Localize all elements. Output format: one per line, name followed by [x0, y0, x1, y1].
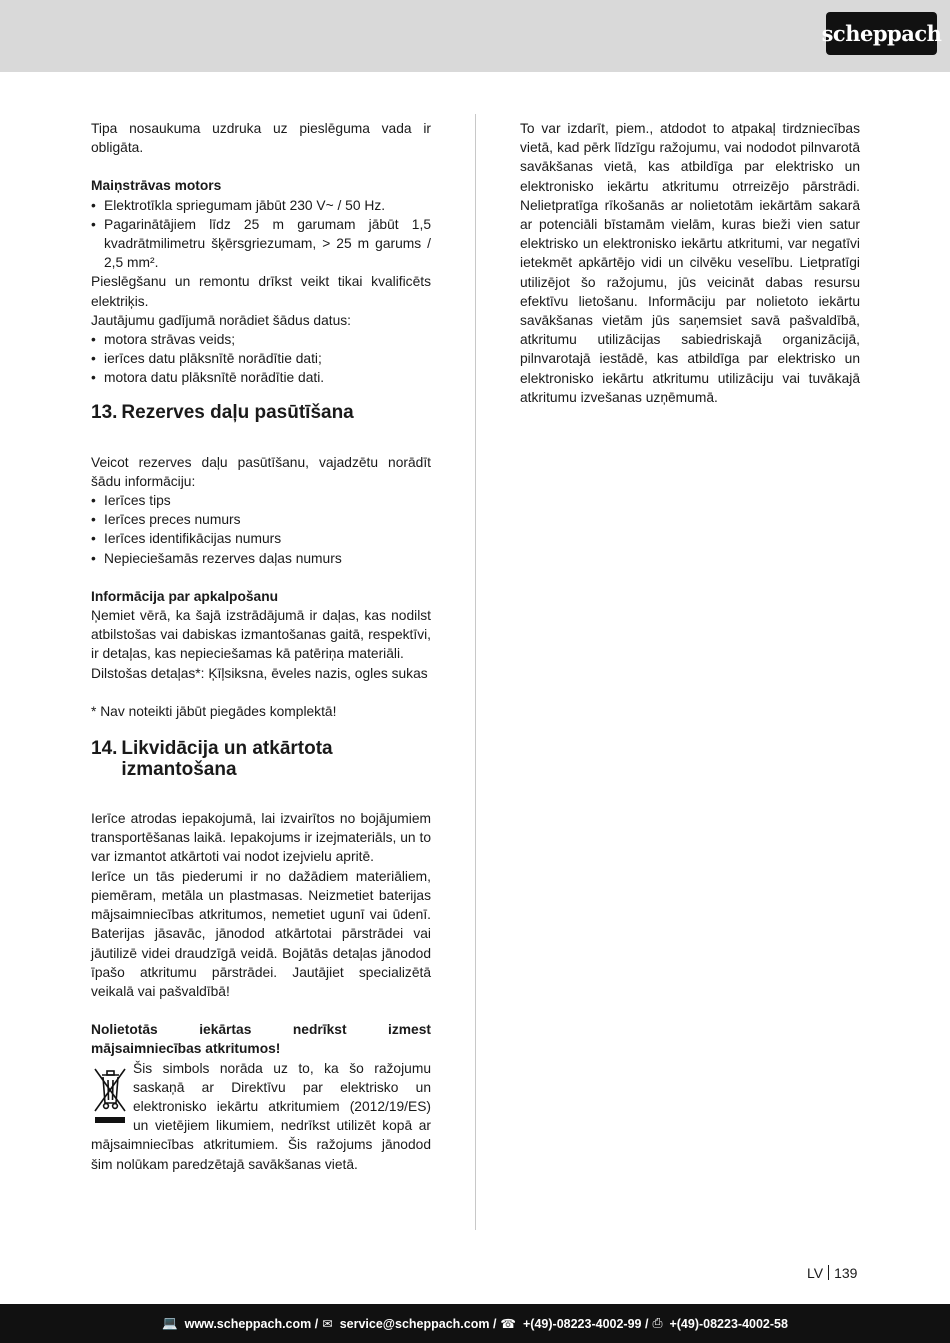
paragraph-questions: Jautājumu gadījumā norādiet šādus datus: [91, 312, 352, 328]
paragraph-packaging: Ierīce atrodas iepakojumā, lai izvairītos no bojājumiem transportēšanas laikā. Iepakojums ir izejmateriāls, un to var izmantot atkārtoti vai nodot izejvielu apritē. [91, 811, 431, 865]
section-number: 14. [91, 738, 118, 760]
computer-icon: 💻 [162, 1316, 178, 1330]
footer-fax: +(49)-08223-4002-58 [669, 1316, 788, 1331]
footer-bar [0, 1304, 950, 1343]
list-item: • motora datu plāksnītē norādītie dati. [91, 368, 431, 387]
right-column [520, 119, 860, 407]
section-14-heading [91, 738, 431, 780]
weee-heading: Nolietotās iekārtas nedrīkst izmest mājsaimniecības atkritumos! [91, 1022, 431, 1057]
paragraph-service: Ņemiet vērā, ka šajā izstrādājumā ir daļas, kas nodilst atbilstošas vai dabiskas izmantošanas gaitā, respektīvi, ir detaļas, kas nepieciešamas kā patēriņa materiāli. [91, 608, 431, 662]
page-number [807, 1265, 857, 1281]
section-title: Rezerves daļu pasūtīšana [121, 401, 354, 423]
mail-icon: ✉ [322, 1317, 333, 1331]
paragraph-return: To var izdarīt, piem., atdodot to atpakaļ tirdzniecības vietā, kad pērk līdzīgu ražojumu, vai nododot pilnvarotā savākšanas vietā, kas atbildīga par elektrisko un elektronisko iekārtu atkritumu otrreizējo pārstrādi. Nelietpratīga rīkošanās ar nolietotām iekārtām sakarā ar potenciāli bīstamām vielām, kuras bieži vien satur elektrisko un elektronisko iekārtu atkritumi, var negatīvi ietekmēt apkārtējo vidi un cilvēku veselību. Lietpratīgi utilizējot šo ražojumu, jūs veicināt dabas resursu efektīvu lietošanu. Informāciju par nolietoto iekārtu savākšanas vietām jūs saņemsiet savā pašvaldībā, atkritumu utilizācijas sabiedriskajā organizācijā, pilnvarotajā iestādē, kas atbildīga par elektrisko un elektronisko iekārtu atkritumu utilizāciju vai tuvākajā atkritumu izvešanas uzņēmumā. [520, 121, 860, 405]
section-title: Likvidācija un atkārtota izmantošana [121, 738, 333, 781]
header-bar [0, 0, 950, 72]
list-item: • motora strāvas veids; [91, 330, 431, 349]
paragraph-materials: Ierīce un tās piederumi ir no dažādiem materiāliem, piemēram, metāla un plastmasas. Neizmetiet baterijas mājsaimniecības atkritumos, nemetiet ugunī vai ūdenī. Baterijas jāsavāc, jānodod atkārtotai pārstrādei vai jāutilizē videi draudzīgā veidā. Bojātās detaļas jānodod īpašo atkritumu pārstrādei. Jautājiet specializētā veikalā vai pašvaldībā! [91, 868, 431, 999]
delivery-note: * Nav noteikti jābūt piegādes komplektā! [91, 703, 337, 719]
language-code: LV [807, 1265, 824, 1281]
footer-email[interactable]: service@scheppach.com / [339, 1316, 497, 1331]
service-heading: Informācija par apkalpošanu [91, 588, 279, 604]
list-item: • Elektrotīkla spriegumam jābūt 230 V~ / 50 Hz. [91, 196, 431, 215]
ac-motor-list [91, 196, 431, 273]
page-number-value: 139 [834, 1265, 858, 1281]
crossed-bin-icon [91, 1063, 127, 1127]
list-item: • Nepieciešamās rezerves daļas numurs [91, 549, 431, 568]
paragraph-qualified: Pieslēgšanu un remontu drīkst veikt tikai kvalificēts elektriķis. [91, 274, 431, 309]
footer-phone: +(49)-08223-4002-99 / [523, 1316, 649, 1331]
brand-logo: scheppach [826, 12, 937, 55]
section-number: 13. [91, 401, 118, 423]
footer-website[interactable]: www.scheppach.com / [184, 1316, 319, 1331]
paragraph-intro: Tipa nosaukuma uzdruka uz pieslēguma vada ir obligāta. [91, 121, 431, 156]
order-list [91, 491, 431, 568]
list-item: • Ierīces tips [91, 491, 431, 510]
paragraph-order: Veicot rezerves daļu pasūtīšanu, vajadzētu norādīt šādu informāciju: [91, 454, 431, 489]
fax-icon: ⎙ [652, 1316, 663, 1330]
list-item: • ierīces datu plāksnītē norādītie dati; [91, 349, 431, 368]
phone-icon: ☎ [500, 1317, 516, 1331]
questions-list [91, 330, 431, 388]
paragraph-weee: Šis simbols norāda uz to, ka šo ražojumu saskaņā ar Direktīvu par elektrisko un elektronisko iekārtu atkritumiem (2012/19/ES) un vietējiem likumiem, nedrīkst utilizēt kopā ar mājsaimniecības atkritumiem. Šis ražojums jānodod šim nolūkam paredzētajā savākšanas vietā. [91, 1060, 431, 1172]
list-item: • Ierīces preces numurs [91, 510, 431, 529]
section-13-heading [91, 402, 431, 423]
ac-motor-heading: Maiņstrāvas motors [91, 178, 222, 194]
column-divider [475, 114, 476, 1230]
paragraph-wear-parts: Dilstošas detaļas*: Ķīļsiksna, ēveles nazis, ogles sukas [91, 665, 428, 681]
list-item: • Pagarinātājiem līdz 25 m garumam jābūt 1,5 kvadrātmilimetru šķērsgriezumam, > 25 m garums / 2,5 mm². [91, 215, 431, 273]
left-column [91, 119, 431, 1174]
list-item: • Ierīces identifikācijas numurs [91, 529, 431, 548]
weee-block [91, 1059, 431, 1174]
